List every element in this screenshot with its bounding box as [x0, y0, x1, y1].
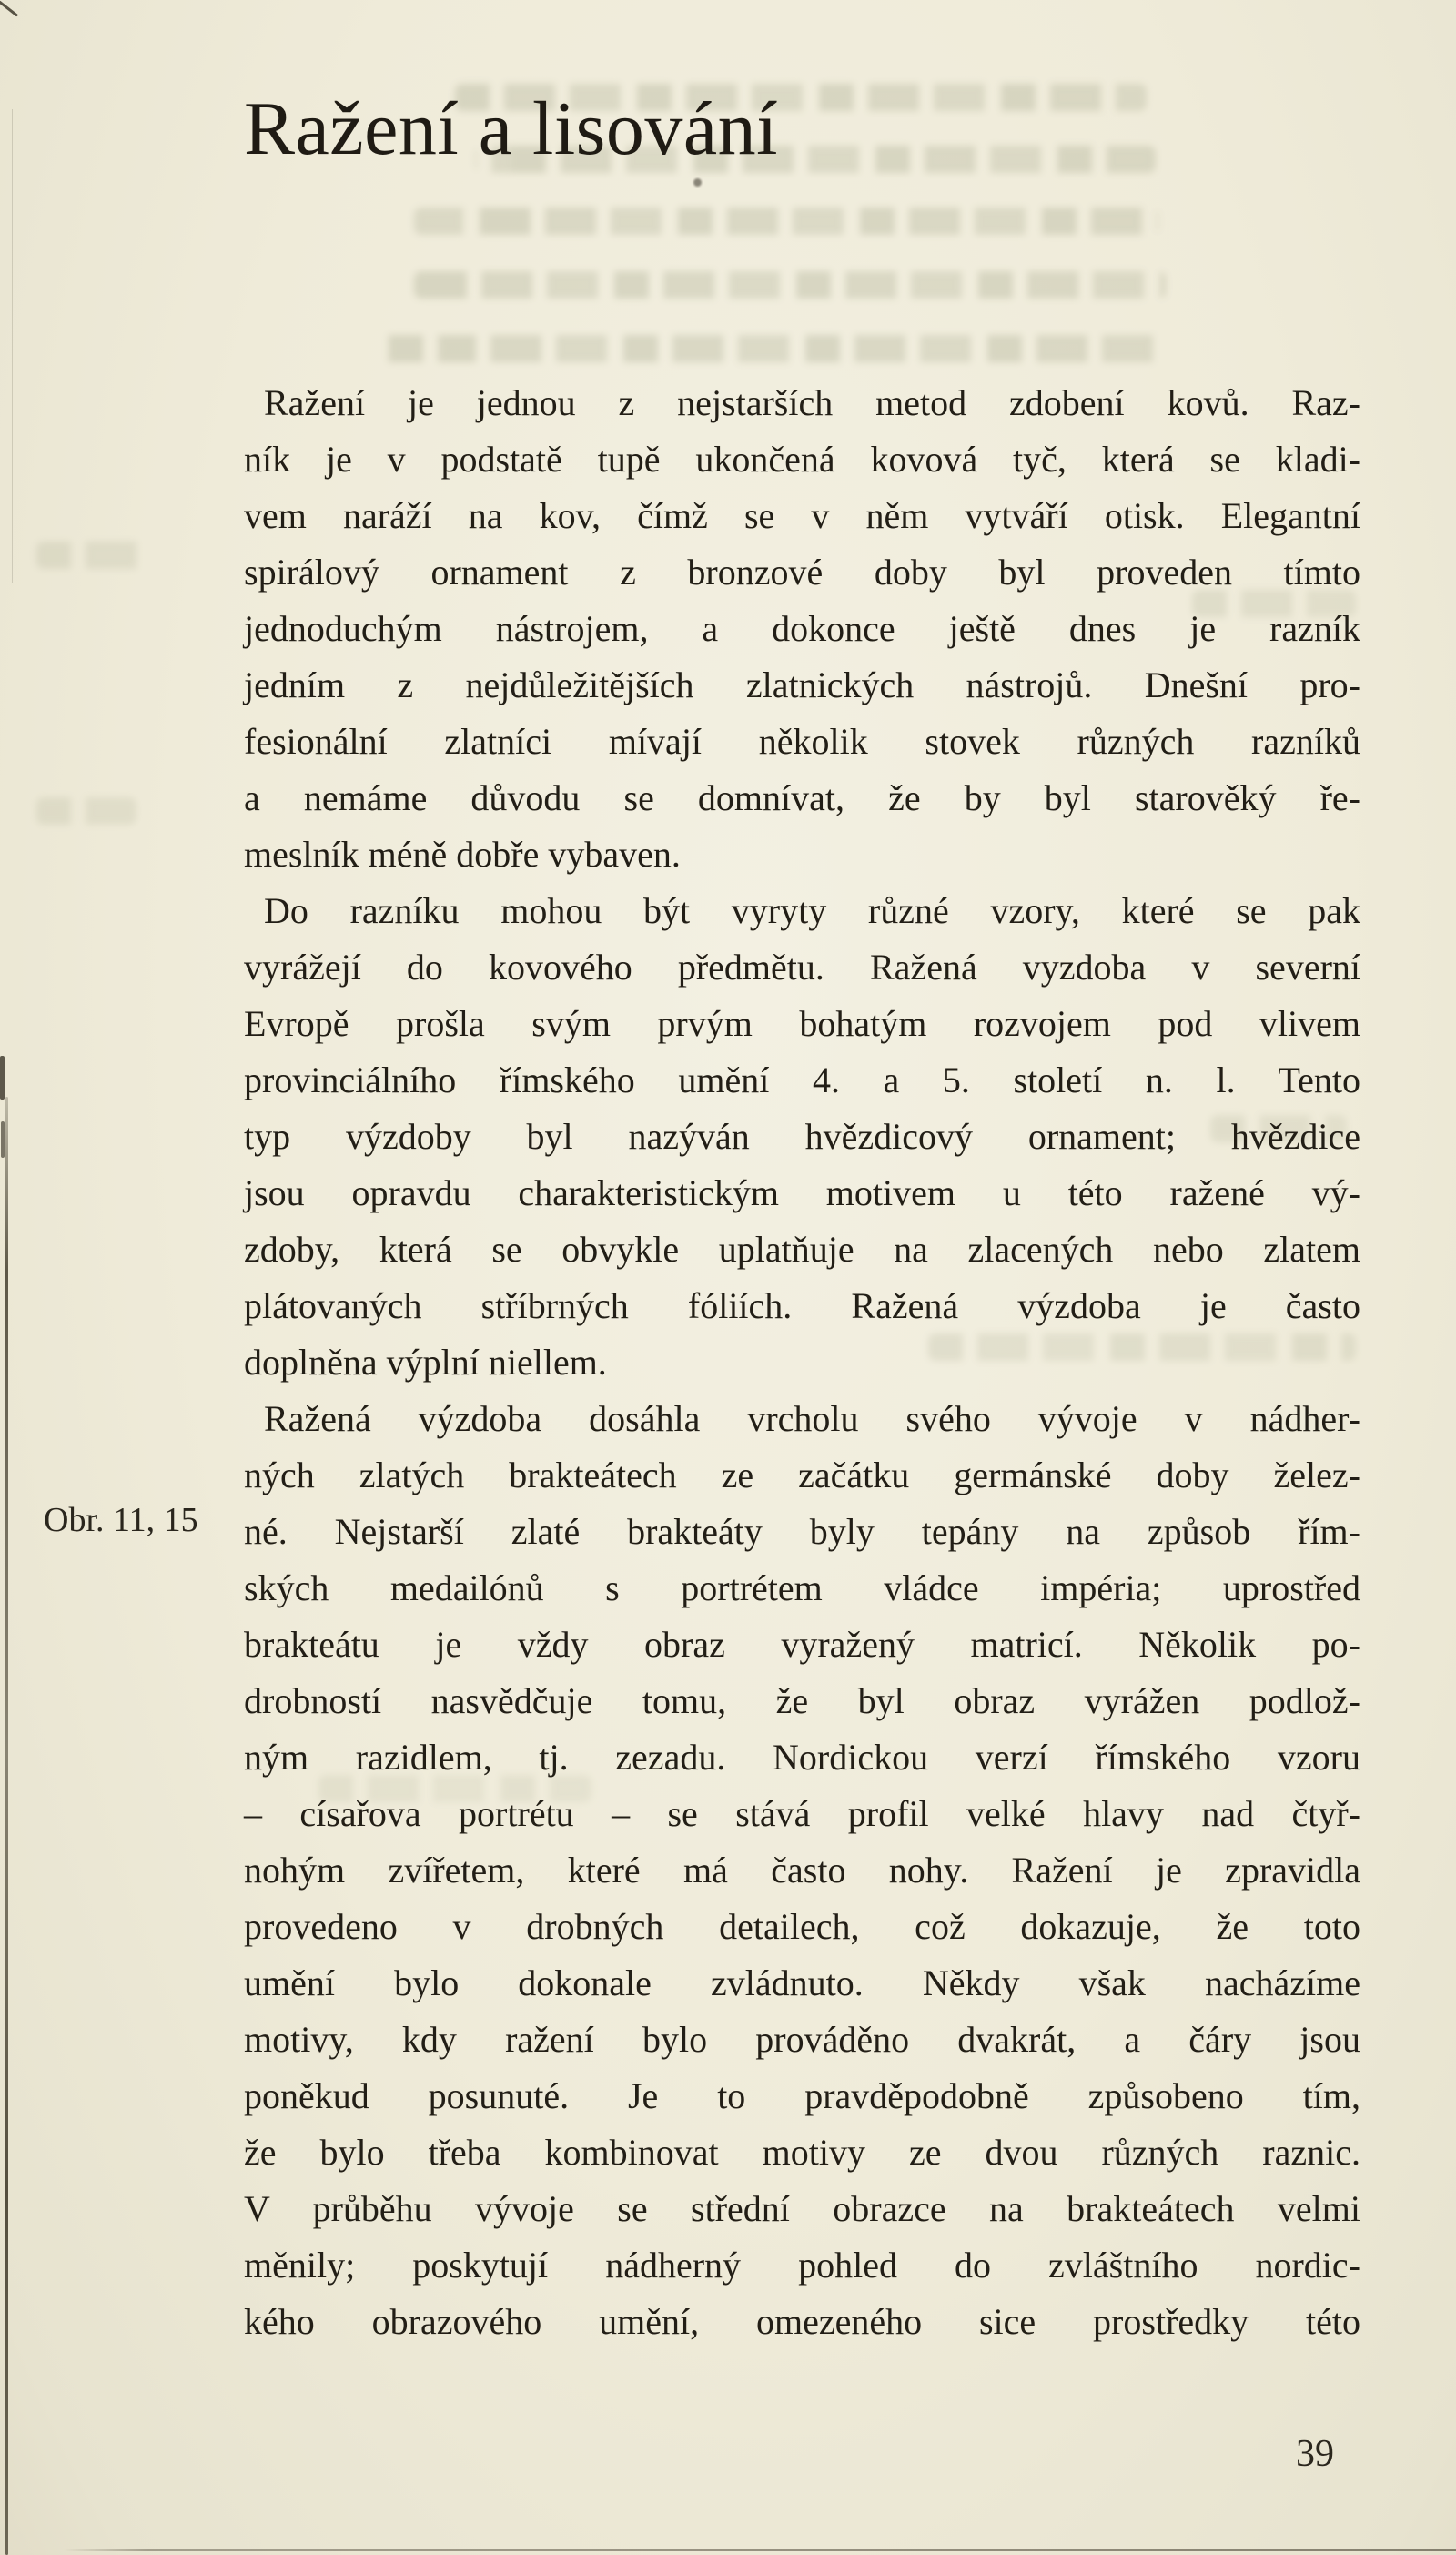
text-line: né. Nejstarší zlaté brakteáty byly tepány na způsob řím- — [244, 1511, 1360, 1552]
page-number: 39 — [1296, 2433, 1334, 2475]
text-line: ských medailónů s portrétem vládce impéria; uprostřed — [244, 1567, 1360, 1608]
show-through-line — [36, 797, 136, 825]
text-line: drobností nasvědčuje tomu, že byl obraz vyrážen podlož- — [244, 1680, 1360, 1721]
text-line: motivy, kdy ražení bylo prováděno dvakrát, a čáry jsou — [244, 2019, 1360, 2060]
text-line: – císařova portrétu – se stává profil velké hlavy nad čtyř- — [244, 1793, 1360, 1834]
show-through-line — [382, 335, 1163, 362]
page-bottom-edge — [64, 2549, 1456, 2551]
text-line: Evropě prošla svým prvým bohatým rozvojem pod vlivem — [244, 1003, 1360, 1044]
text-line: a nemáme důvodu se domnívat, že by byl starověký ře- — [244, 777, 1360, 818]
text-line: umění bylo dokonale zvládnuto. Někdy však nacházíme — [244, 1962, 1360, 2003]
text-line: jednoduchým nástrojem, a dokonce ještě dnes je razník — [244, 608, 1360, 649]
text-line: jsou opravdu charakteristickým motivem u této ražené vý- — [244, 1172, 1360, 1213]
text-line: ník je v podstatě tupě ukončená kovová tyč, která se kladi- — [244, 439, 1360, 480]
text-line: že bylo třeba kombinovat motivy ze dvou různých raznic. — [244, 2132, 1360, 2173]
text-line: nohým zvířetem, které má často nohy. Ražení je zpravidla — [244, 1850, 1360, 1891]
margin-note: Obr. 11, 15 — [44, 1501, 198, 1539]
text-line: vem naráží na kov, čímž se v něm vytváří otisk. Elegantní — [244, 495, 1360, 536]
text-line: provinciálního římského umění 4. a 5. století n. l. Tento — [244, 1060, 1360, 1100]
scan-corner-mark — [0, 0, 18, 16]
text-line: měnily; poskytují nádherný pohled do zvláštního nordic- — [244, 2245, 1360, 2286]
text-line: brakteátu je vždy obraz vyražený matricí. Několik po- — [244, 1624, 1360, 1665]
text-line: ným razidlem, tj. zezadu. Nordickou verzí římského vzoru — [244, 1737, 1360, 1778]
binding-edge-line — [5, 1097, 8, 2555]
text-line: kého obrazového umění, omezeného sice prostředky této — [244, 2301, 1360, 2342]
text-line: spirálový ornament z bronzové doby byl proveden tímto — [244, 552, 1360, 593]
page-title: Ražení a lisování — [244, 86, 778, 171]
ink-speck — [693, 178, 702, 187]
text-line: typ výzdoby byl nazýván hvězdicový ornament; hvězdice — [244, 1116, 1360, 1157]
show-through-line — [36, 542, 146, 569]
text-line: plátovaných stříbrných fóliích. Ražená výzdoba je často — [244, 1285, 1360, 1326]
text-line: V průběhu vývoje se střední obrazce na brakteátech velmi — [244, 2188, 1360, 2229]
text-line: provedeno v drobných detailech, což dokazuje, že toto — [244, 1906, 1360, 1947]
binding-edge-mark — [0, 1056, 5, 1100]
text-line: zdoby, která se obvykle uplatňuje na zlacených nebo zlatem — [244, 1229, 1360, 1270]
text-line: vyrážejí do kovového předmětu. Ražená vyzdoba v severní — [244, 947, 1360, 988]
text-line: Ražená výzdoba dosáhla vrcholu svého vývoje v nádher- — [264, 1398, 1360, 1439]
text-line: jedním z nejdůležitějších zlatnických nástrojů. Dnešní pro- — [244, 664, 1360, 705]
text-line: poněkud posunuté. Je to pravděpodobně způsobeno tím, — [244, 2075, 1360, 2116]
text-line: Do razníku mohou být vyryty různé vzory, které se pak — [264, 890, 1360, 931]
text-line: fesionální zlatníci mívají několik stovek různých razníků — [244, 721, 1360, 762]
binding-edge-mark — [1, 1121, 5, 1158]
body-text — [244, 375, 1360, 2350]
text-line: Ražení je jednou z nejstarších metod zdobení kovů. Raz- — [264, 382, 1360, 423]
show-through-line — [414, 271, 1166, 299]
text-line: doplněna výplní niellem. — [244, 1342, 607, 1383]
binding-edge-faint-line — [12, 109, 13, 583]
text-line: ných zlatých brakteátech ze začátku germánské doby želez- — [244, 1455, 1360, 1495]
text-line: meslník méně dobře vybaven. — [244, 834, 681, 875]
show-through-line — [414, 208, 1158, 235]
